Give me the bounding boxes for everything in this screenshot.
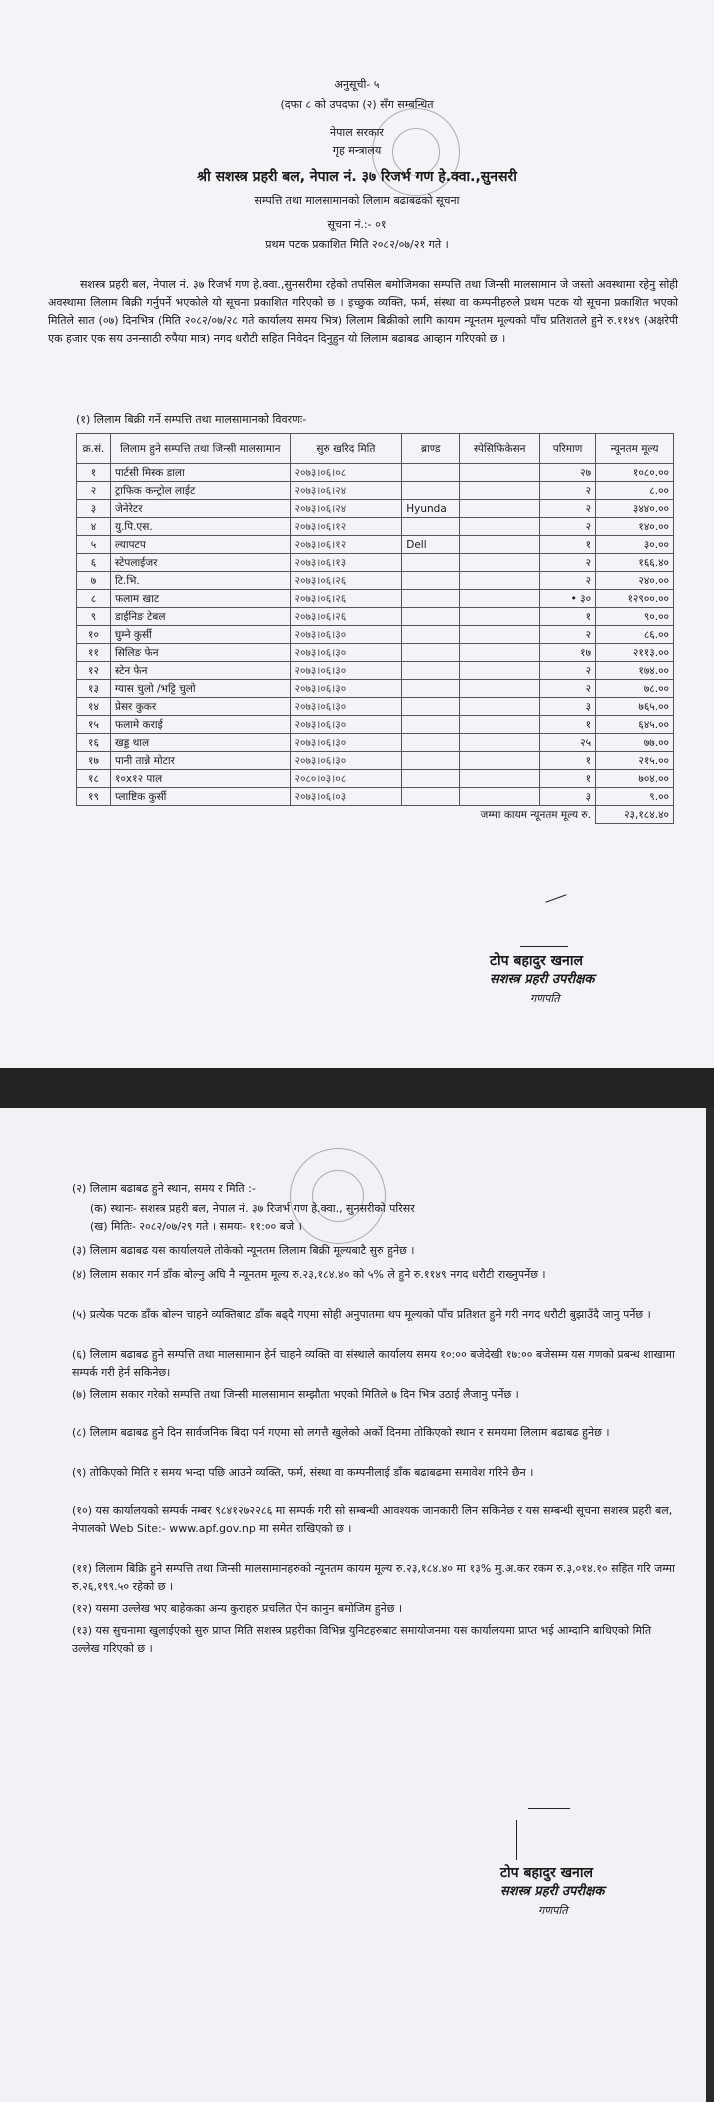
header-item: लिलाम हुने सम्पत्ति तथा जिन्सी मालसामान xyxy=(110,434,290,464)
notice-clause: (८) लिलाम बढाबढ हुने दिन सार्वजनिक बिदा पर्न गएमा सो लगत्तै खुलेको अर्को दिनमा तोकिएको स्थान र समयमा लिलाम बढाबढ हुनेछ । xyxy=(72,1426,610,1439)
row-brand xyxy=(402,716,460,734)
row-specification xyxy=(460,716,540,734)
row-quantity: ३ xyxy=(540,698,596,716)
row-serial: १५ xyxy=(77,716,111,734)
row-purchase-date: २०७३।०६।२६ xyxy=(290,590,402,608)
row-purchase-date: २०७३।०६।३० xyxy=(290,662,402,680)
row-quantity: १ xyxy=(540,770,596,788)
row-specification xyxy=(460,644,540,662)
row-purchase-date: २०७३।०६।२४ xyxy=(290,482,402,500)
row-item-name: यु.पि.एस. xyxy=(110,518,290,536)
table-row xyxy=(77,770,674,788)
row-purchase-date: २०७३।०६।३० xyxy=(290,680,402,698)
page-separator xyxy=(0,1068,714,1108)
table-row xyxy=(77,590,674,608)
table-header-row xyxy=(77,434,674,464)
table-row xyxy=(77,608,674,626)
row-min-price: ७०४.०० xyxy=(596,770,674,788)
notice-clause: (१३) यस सुचनामा खुलाईएको सुरु प्राप्त मिति सशस्त्र प्रहरीका विभिन्न युनिटहरुबाट समायोजनमा यस कार्यालयमा प्राप्त भई आम्दानि बाधिएको मिति उल्लेख गरिएको छ । xyxy=(72,1624,652,1655)
row-item-name: सिलिङ फेन xyxy=(110,644,290,662)
notice-clause: (१२) यसमा उल्लेख भए बाहेकका अन्य कुराहरु प्रचलित ऐन कानुन बमोजिम हुनेछ । xyxy=(72,1602,403,1615)
row-quantity: १७ xyxy=(540,644,596,662)
row-min-price: २१५.०० xyxy=(596,752,674,770)
row-serial: ६ xyxy=(77,554,111,572)
row-quantity: १ xyxy=(540,608,596,626)
row-min-price: १२९००.०० xyxy=(596,590,674,608)
table-row xyxy=(77,662,674,680)
header-date: सुरु खरिद मिति xyxy=(290,434,402,464)
government-label: नेपाल सरकार xyxy=(330,126,384,139)
table-row xyxy=(77,788,674,806)
row-quantity: १ xyxy=(540,716,596,734)
table-row xyxy=(77,698,674,716)
row-serial: ४ xyxy=(77,518,111,536)
row-min-price: ३०.०० xyxy=(596,536,674,554)
row-brand xyxy=(402,734,460,752)
total-value: २३,१८४.४० xyxy=(596,806,674,824)
row-serial: ३ xyxy=(77,500,111,518)
row-serial: १७ xyxy=(77,752,111,770)
publish-date: प्रथम पटक प्रकाशित मिति २०८२/०७/२१ गते । xyxy=(265,238,449,251)
total-label: जम्मा कायम न्यूनतम मूल्य रु. xyxy=(77,806,596,824)
row-item-name: ग्यास चुलो /भट्टि चुलो xyxy=(110,680,290,698)
table-row xyxy=(77,500,674,518)
page-edge xyxy=(706,1108,714,2102)
row-serial: १९ xyxy=(77,788,111,806)
table-row xyxy=(77,680,674,698)
row-item-name: फलामे कराई xyxy=(110,716,290,734)
row-item-name: ल्यापटप xyxy=(110,536,290,554)
row-specification xyxy=(460,554,540,572)
signatory-unit: गणपति xyxy=(530,992,560,1005)
row-specification xyxy=(460,464,540,482)
row-serial: १२ xyxy=(77,662,111,680)
items-table xyxy=(76,433,674,824)
row-specification xyxy=(460,680,540,698)
row-brand xyxy=(402,770,460,788)
table-row xyxy=(77,518,674,536)
notice-clause: (क) स्थानः- सशस्त्र प्रहरी बल, नेपाल नं. ३७ रिजर्भ गण हे.क्वा., सुनसरीको परिसर xyxy=(90,1202,415,1215)
row-brand xyxy=(402,554,460,572)
row-item-name: फलाम खाट xyxy=(110,590,290,608)
rule-reference: (दफा ८ को उपदफा (२) सँग सम्बन्धित xyxy=(280,98,434,111)
header-spec: स्पेसिफिकेसन xyxy=(460,434,540,464)
row-quantity: २७ xyxy=(540,464,596,482)
row-min-price: १४०.०० xyxy=(596,518,674,536)
row-item-name: डाईनिङ टेबल xyxy=(110,608,290,626)
table-row xyxy=(77,644,674,662)
signature-stroke xyxy=(520,946,568,947)
row-quantity: • ३० xyxy=(540,590,596,608)
row-item-name: प्लाष्टिक कुर्सी xyxy=(110,788,290,806)
row-specification xyxy=(460,770,540,788)
header-qty: परिमाण xyxy=(540,434,596,464)
row-specification xyxy=(460,536,540,554)
row-brand xyxy=(402,788,460,806)
table-row xyxy=(77,752,674,770)
row-brand xyxy=(402,572,460,590)
row-specification xyxy=(460,590,540,608)
table-row xyxy=(77,572,674,590)
header-brand: ब्राण्ड xyxy=(402,434,460,464)
row-brand xyxy=(402,626,460,644)
row-brand xyxy=(402,680,460,698)
row-brand xyxy=(402,662,460,680)
row-purchase-date: २०७३।०६।३० xyxy=(290,698,402,716)
row-brand xyxy=(402,644,460,662)
row-item-name: १०x१२ पाल xyxy=(110,770,290,788)
row-serial: ११ xyxy=(77,644,111,662)
signatory-unit: गणपति xyxy=(538,1904,568,1917)
row-specification xyxy=(460,626,540,644)
row-specification xyxy=(460,662,540,680)
row-quantity: २ xyxy=(540,662,596,680)
row-min-price: ७७.०० xyxy=(596,734,674,752)
row-specification xyxy=(460,788,540,806)
row-min-price: १७४.०० xyxy=(596,662,674,680)
signature-stroke xyxy=(528,1808,570,1809)
row-serial: १८ xyxy=(77,770,111,788)
row-purchase-date: २०७३।०६।१२ xyxy=(290,518,402,536)
signatory-name: टोप बहादुर खनाल xyxy=(490,953,583,969)
row-purchase-date: २०७३।०६।२६ xyxy=(290,608,402,626)
table-row xyxy=(77,482,674,500)
row-serial: १ xyxy=(77,464,111,482)
row-min-price: १६६.४० xyxy=(596,554,674,572)
notice-page-2 xyxy=(0,1108,714,2102)
row-quantity: २ xyxy=(540,554,596,572)
table-caption: (१) लिलाम बिक्री गर्ने सम्पत्ति तथा मालसामानको विवरणः- xyxy=(76,413,307,426)
row-serial: ७ xyxy=(77,572,111,590)
ministry-label: गृह मन्त्रालय xyxy=(332,144,382,157)
row-brand xyxy=(402,518,460,536)
row-serial: ९ xyxy=(77,608,111,626)
row-item-name: जेनेरेटर xyxy=(110,500,290,518)
header-sn: क्र.सं. xyxy=(77,434,111,464)
notice-clause: (५) प्रत्येक पटक डाँक बोल्न चाहने व्यक्तिबाट डाँक बढ्दै गएमा सोही अनुपातमा थप मूल्यको पाँच प्रतिशत हुने गरी नगद धरौटी बुझाउँदै जानु पर्नेछ । xyxy=(72,1308,651,1321)
row-specification xyxy=(460,698,540,716)
row-min-price: ६४५.०० xyxy=(596,716,674,734)
notice-number: सूचना नं.:- ०१ xyxy=(327,218,387,231)
row-specification xyxy=(460,482,540,500)
notice-clause: (२) लिलाम बढाबढ हुने स्थान, समय र मिति :- xyxy=(72,1182,256,1195)
row-purchase-date: २०७३।०६।१२ xyxy=(290,536,402,554)
signatory-name: टोप बहादुर खनाल xyxy=(500,1865,593,1881)
row-item-name: स्टेपलाईजर xyxy=(110,554,290,572)
row-item-name: ट्राफिक कन्ट्रोल लाईट xyxy=(110,482,290,500)
row-purchase-date: २०७३।०६।१३ xyxy=(290,554,402,572)
row-specification xyxy=(460,518,540,536)
row-min-price: ३४४०.०० xyxy=(596,500,674,518)
row-min-price: ८.०० xyxy=(596,482,674,500)
row-item-name: टि.भि. xyxy=(110,572,290,590)
row-min-price: ९.०० xyxy=(596,788,674,806)
notice-clause: (९) तोकिएको मिति र समय भन्दा पछि आउने व्यक्ति, फर्म, संस्था वा कम्पनीलाई डाँक बढाबढमा समावेश गरिने छैन । xyxy=(72,1466,534,1479)
row-quantity: २ xyxy=(540,680,596,698)
row-brand xyxy=(402,608,460,626)
row-serial: १३ xyxy=(77,680,111,698)
row-brand xyxy=(402,590,460,608)
row-specification xyxy=(460,500,540,518)
row-brand xyxy=(402,482,460,500)
row-serial: ८ xyxy=(77,590,111,608)
row-min-price: १०८०.०० xyxy=(596,464,674,482)
row-purchase-date: २०७३।०६।३० xyxy=(290,716,402,734)
row-serial: ५ xyxy=(77,536,111,554)
notice-clause: (७) लिलाम सकार गरेको सम्पत्ति तथा जिन्सी मालसामान सम्झौता भएको मितिले ७ दिन भित्र उठाई लैजानु पर्नेछ । xyxy=(72,1388,519,1401)
table-row xyxy=(77,536,674,554)
row-item-name: पार्टसी मिस्क डाला xyxy=(110,464,290,482)
row-min-price: ९०.०० xyxy=(596,608,674,626)
intro-paragraph: सशस्त्र प्रहरी बल, नेपाल नं. ३७ रिजर्भ गण हे.क्वा.,सुनसरीमा रहेको तपसिल बमोजिमका सम्पत्ति तथा जिन्सी मालसामान जे जस्तो अवस्थामा रहेनु सोही अवस्थामा लिलाम बिक्री गर्नुपर्ने भएकोले यो सूचना प्रकाशित गरिएको छ । इच्छुक व्यक्ति, फर्म, संस्था वा कम्पनीहरुले प्रथम पटक यो सूचना प्रकाशित भएको मितिले सात (०७) दिनभित्र (मिति २०८२/०७/२८ गते कार्यालय समय भित्र) लिलाम बिक्रीको लागि कायम न्यूनतम मूल्यको पाँच प्रतिशतले हुने रु.११४९ (अक्षरेपी एक हजार एक सय उनन्साठी रुपैया मात्र) नगद धरौटी सहित निवेदन दिनुहुन यो लिलाम बढाबढ आव्हान गरिएको छ । xyxy=(48,278,678,345)
table-body xyxy=(77,464,674,824)
table-row xyxy=(77,554,674,572)
table-total-row xyxy=(77,806,674,824)
row-quantity: २ xyxy=(540,626,596,644)
table-row xyxy=(77,464,674,482)
table-row xyxy=(77,716,674,734)
row-purchase-date: २०७३।०६।२६ xyxy=(290,572,402,590)
row-serial: २ xyxy=(77,482,111,500)
signatory-rank: सशस्त्र प्रहरी उपरीक्षक xyxy=(490,972,595,987)
row-quantity: १ xyxy=(540,752,596,770)
signatory-rank: सशस्त्र प्रहरी उपरीक्षक xyxy=(500,1884,605,1899)
row-item-name: खड्ड थाल xyxy=(110,734,290,752)
row-brand xyxy=(402,752,460,770)
row-brand xyxy=(402,698,460,716)
row-purchase-date: २०७३।०६।२४ xyxy=(290,500,402,518)
table-row xyxy=(77,626,674,644)
row-specification xyxy=(460,752,540,770)
row-quantity: १ xyxy=(540,536,596,554)
row-purchase-date: २०७३।०६।३० xyxy=(290,644,402,662)
row-min-price: २४०.०० xyxy=(596,572,674,590)
office-title: श्री सशस्त्र प्रहरी बल, नेपाल नं. ३७ रिजर्भ गण हे.क्वा.,सुनसरी xyxy=(197,169,517,185)
notice-clause: (४) लिलाम सकार गर्न डाँक बोल्नु अघि नै न्यूनतम मूल्य रु.२३,१८४.४० को ५% ले हुने रु.११४९ नगद धरौटी राख्नुपर्नेछ । xyxy=(72,1268,546,1281)
row-quantity: २५ xyxy=(540,734,596,752)
row-brand xyxy=(402,464,460,482)
row-quantity: ३ xyxy=(540,788,596,806)
notice-clause: (ख) मितिः- २०८२/०७/२९ गते । समयः- ११:०० बजे । xyxy=(90,1220,302,1233)
signature-stroke xyxy=(545,894,566,902)
row-quantity: २ xyxy=(540,572,596,590)
row-purchase-date: २०७३।०६।३० xyxy=(290,626,402,644)
row-quantity: २ xyxy=(540,500,596,518)
row-min-price: ७६५.०० xyxy=(596,698,674,716)
row-specification xyxy=(460,572,540,590)
table-row xyxy=(77,734,674,752)
row-brand: Dell xyxy=(402,536,460,554)
row-min-price: ७८.०० xyxy=(596,680,674,698)
signature-stroke xyxy=(516,1820,517,1860)
header-min-price: न्यूनतम मूल्य xyxy=(596,434,674,464)
row-specification xyxy=(460,734,540,752)
row-purchase-date: २०८०।०३।०८ xyxy=(290,770,402,788)
row-item-name: पानी तान्ने मोटार xyxy=(110,752,290,770)
notice-subject: सम्पत्ति तथा मालसामानको लिलाम बढाबढको सूचना xyxy=(254,194,460,207)
row-serial: १४ xyxy=(77,698,111,716)
notice-clause: (६) लिलाम बढाबढ हुने सम्पत्ति तथा मालसामान हेर्न चाहने व्यक्ति वा संस्थाले कार्यालय समय १०:०० बजेदेखी १७:०० बजेसम्म यस गणको प्रबन्ध शाखामा सम्पर्क गरी हेर्न सकिनेछ। xyxy=(72,1348,675,1379)
annex-label: अनुसूची- ५ xyxy=(334,78,380,91)
row-item-name: प्रेसर कुकर xyxy=(110,698,290,716)
row-specification xyxy=(460,608,540,626)
row-purchase-date: २०७३।०६।०३ xyxy=(290,788,402,806)
notice-clause: (१०) यस कार्यालयको सम्पर्क नम्बर ९८४१२७२२८६ मा सम्पर्क गरी सो सम्बन्धी आवश्यक जानकारी लिन सकिनेछ र यस सम्बन्धी सूचना सशस्त्र प्रहरी बल, नेपालको Web Site:- www.apf.gov.np मा समेत राखिएको छ । xyxy=(72,1504,673,1535)
row-quantity: २ xyxy=(540,518,596,536)
row-serial: १० xyxy=(77,626,111,644)
row-brand: Hyunda xyxy=(402,500,460,518)
row-item-name: घुम्ने कुर्सी xyxy=(110,626,290,644)
row-quantity: २ xyxy=(540,482,596,500)
notice-clause: (३) लिलाम बढाबढ यस कार्यालयले तोकेको न्यूनतम लिलाम बिक्री मूल्यबाटै सुरु हुनेछ । xyxy=(72,1244,415,1257)
row-item-name: स्टेन फेन xyxy=(110,662,290,680)
row-purchase-date: २०७३।०६।०८ xyxy=(290,464,402,482)
notice-clause: (११) लिलाम बिक्रि हुने सम्पत्ति तथा जिन्सी मालसामानहरुको न्यूनतम कायम मूल्य रु.२३,१८४.४० मा १३% मु.अ.कर रकम रु.३,०१४.१० सहित गरि जम्मा रु.२६,१९९.५० रहेको छ । xyxy=(72,1562,675,1593)
row-min-price: ८६.०० xyxy=(596,626,674,644)
row-min-price: २११३.०० xyxy=(596,644,674,662)
row-purchase-date: २०७३।०६।३० xyxy=(290,752,402,770)
row-serial: १६ xyxy=(77,734,111,752)
row-purchase-date: २०७३।०६।३० xyxy=(290,734,402,752)
